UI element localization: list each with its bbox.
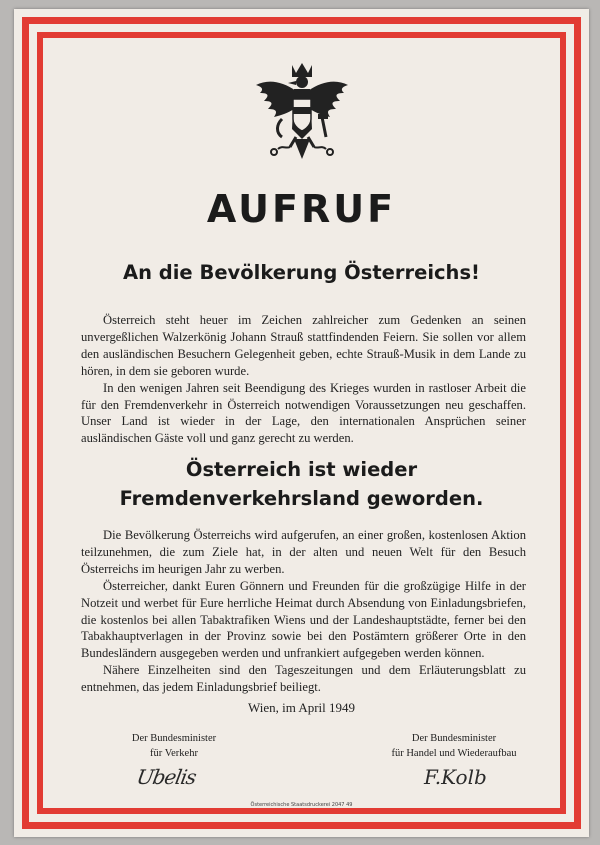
headline	[14, 455, 589, 513]
minister-transport	[109, 731, 239, 761]
headline-line-1: Österreich ist wieder	[185, 458, 418, 481]
intro-section	[81, 312, 526, 447]
poster-title: AUFRUF	[206, 187, 397, 231]
paragraph: Die Bevölkerung Österreichs wird aufgerufen, an einer großen, kostenlosen Aktion teilzunehmen, die zum Ziele hat, in der alten und neuen Welt für den Besuch Österreichs im heurigen Jahr zu werben.	[81, 528, 526, 576]
minister-department: für Handel und Wiederaufbau	[391, 748, 517, 759]
headline-line-2: Fremdenverkehrsland geworden.	[119, 487, 484, 510]
paragraph: In den wenigen Jahren seit Beendigung des Krieges wurden in rastloser Arbeit die für den Fremdenverkehr in Österreich notwendigen Voraussetzungen neu geschaffen. Unser Land ist wieder in der Lage, den internationalen Ansprüchen seiner ausländischen Gäste voll und ganz gerecht zu werden.	[81, 380, 526, 446]
poster-subtitle: An die Bevölkerung Österreichs!	[123, 261, 480, 284]
printer-imprint: Österreichische Staatsdruckerei 2047 49	[250, 802, 353, 808]
signature-right: F.Kolb	[424, 765, 487, 789]
appeal-section	[81, 527, 526, 696]
austrian-eagle-icon	[252, 59, 352, 167]
paragraph: Österreicher, dankt Euren Gönnern und Freunden für die großzügige Hilfe in der Notzeit und werbet für Eure herrliche Heimat durch Absendung von Einladungsbriefen, die kostenlos bei allen Tabaktrafiken Wiens und der Landeshauptstädte, ferner bei den Tabakhauptverlagen in der Provinz sowie bei den Postämtern größerer Orte in den Bundesländern ausgegeben werden und unfrankiert aufgegeben werden können.	[81, 578, 526, 661]
signature-left: Ubelis	[134, 765, 198, 789]
dateline: Wien, im April 1949	[247, 700, 356, 715]
poster-sheet	[14, 9, 589, 837]
minister-trade	[354, 731, 554, 761]
minister-title: Der Bundesminister	[131, 733, 217, 744]
paragraph: Nähere Einzelheiten sind den Tageszeitungen und dem Erläuterungsblatt zu entnehmen, das jedem Einladungsbrief beiliegt.	[81, 663, 526, 695]
paragraph: Österreich steht heuer im Zeichen zahlreicher zum Gedenken an seinen unvergeßlichen Walzerkönig Johann Strauß stattfindenden Feiern. Sie sollen vor allem den ausländischen Besuchern Gelegenheit geben, echte Strauß-Musik in dem Lande zu hören, in dem sie geboren wurde.	[81, 313, 526, 378]
minister-department: für Verkehr	[150, 748, 198, 759]
minister-title: Der Bundesminister	[411, 733, 497, 744]
